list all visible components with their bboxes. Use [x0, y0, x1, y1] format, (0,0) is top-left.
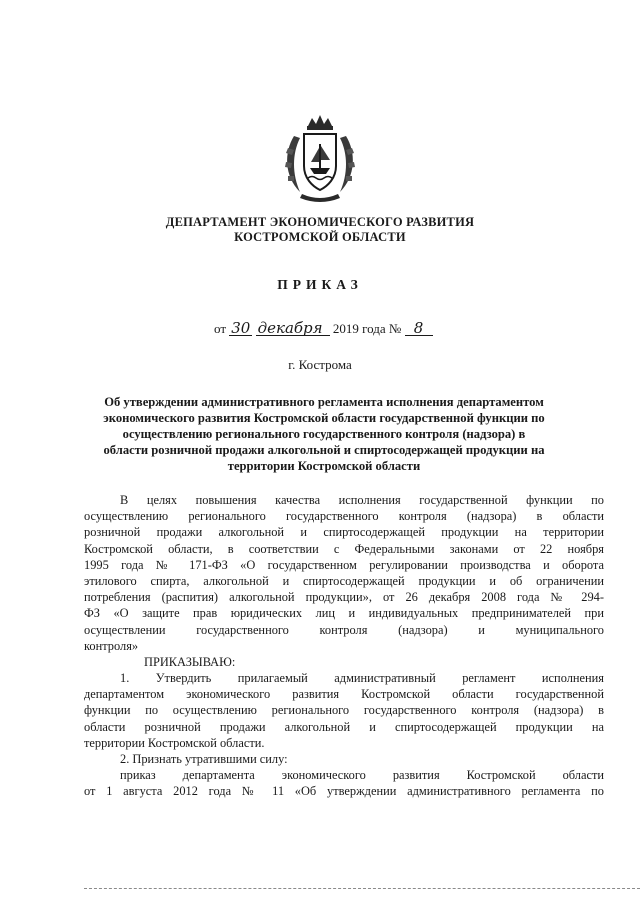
- order-title: [84, 394, 564, 474]
- body-line: контроля»: [84, 638, 139, 653]
- body-line: Костромской области, в соответствии с Федеральными законами от 22 ноября: [84, 541, 604, 556]
- order-month: декабря: [256, 321, 330, 336]
- order-directive: ПРИКАЗЫВАЮ:: [144, 654, 236, 669]
- body-line: приказ департамента экономического развития Костромской области: [120, 768, 604, 783]
- order-city: г. Кострома: [288, 357, 352, 372]
- body-line: осуществлении государственного контроля (надзора) и муниципального: [84, 622, 604, 637]
- body-line: от 1 августа 2012 года № 11 «Об утверждении административного регламента по: [84, 784, 604, 799]
- body-line: этилового спирта, алкогольной и спиртосодержащей продукции и об ограничении: [84, 573, 604, 588]
- body-line: 2. Признать утратившими силу:: [120, 752, 288, 766]
- agency-name-line2: КОСТРОМСКОЙ ОБЛАСТИ: [234, 230, 406, 244]
- order-body: [84, 492, 604, 800]
- order-year-text: 2019 года №: [332, 321, 402, 336]
- title-line: осуществлению регионального государственного контроля (надзора) в: [122, 427, 526, 441]
- date-prefix: от: [214, 321, 227, 336]
- title-line: Об утверждении административного регламента исполнения департаментом: [104, 395, 544, 409]
- title-line: территории Костромской области: [227, 459, 421, 473]
- body-line: 1. Утвердить прилагаемый административный регламент исполнения: [120, 671, 604, 686]
- body-line: потребления (распития) алкогольной продукции», от 26 декабря 2008 года № 294-: [84, 590, 604, 605]
- body-line: департаментом экономического развития Костромской области государственной: [84, 687, 604, 702]
- body-line: области розничной продажи алкогольной и спиртосодержащей продукции на: [84, 719, 604, 734]
- agency-name-line1: ДЕПАРТАМЕНТ ЭКОНОМИЧЕСКОГО РАЗВИТИЯ: [165, 215, 475, 229]
- page-edge-divider: [84, 888, 640, 890]
- kostroma-coat-of-arms-icon: [278, 112, 362, 204]
- title-line: экономического развития Костромской области государственной функции по: [103, 411, 545, 425]
- body-line: осуществлению регионального государственного контроля (надзора) в области: [84, 509, 604, 524]
- body-line: территории Костромской области.: [84, 735, 265, 750]
- order-number: 8: [405, 321, 433, 336]
- body-line: 1995 года № 171-ФЗ «О государственном регулировании производства и оборота: [84, 557, 604, 572]
- body-line: ФЗ «О защите прав юридических лиц и индивидуальных предпринимателей при: [84, 606, 604, 621]
- body-line: В целях повышения качества исполнения государственной функции по: [120, 493, 604, 507]
- order-date-line: [214, 321, 514, 337]
- document-type: ПРИКАЗ: [277, 277, 363, 292]
- title-line: области розничной продажи алкогольной и спиртосодержащей продукции на: [103, 443, 545, 457]
- body-line: розничной продажи алкогольной и спиртосодержащей продукции на территории: [84, 525, 604, 540]
- order-day: 30: [231, 319, 251, 337]
- body-line: функции по осуществлению регионального государственного контроля (надзора) в: [84, 703, 604, 718]
